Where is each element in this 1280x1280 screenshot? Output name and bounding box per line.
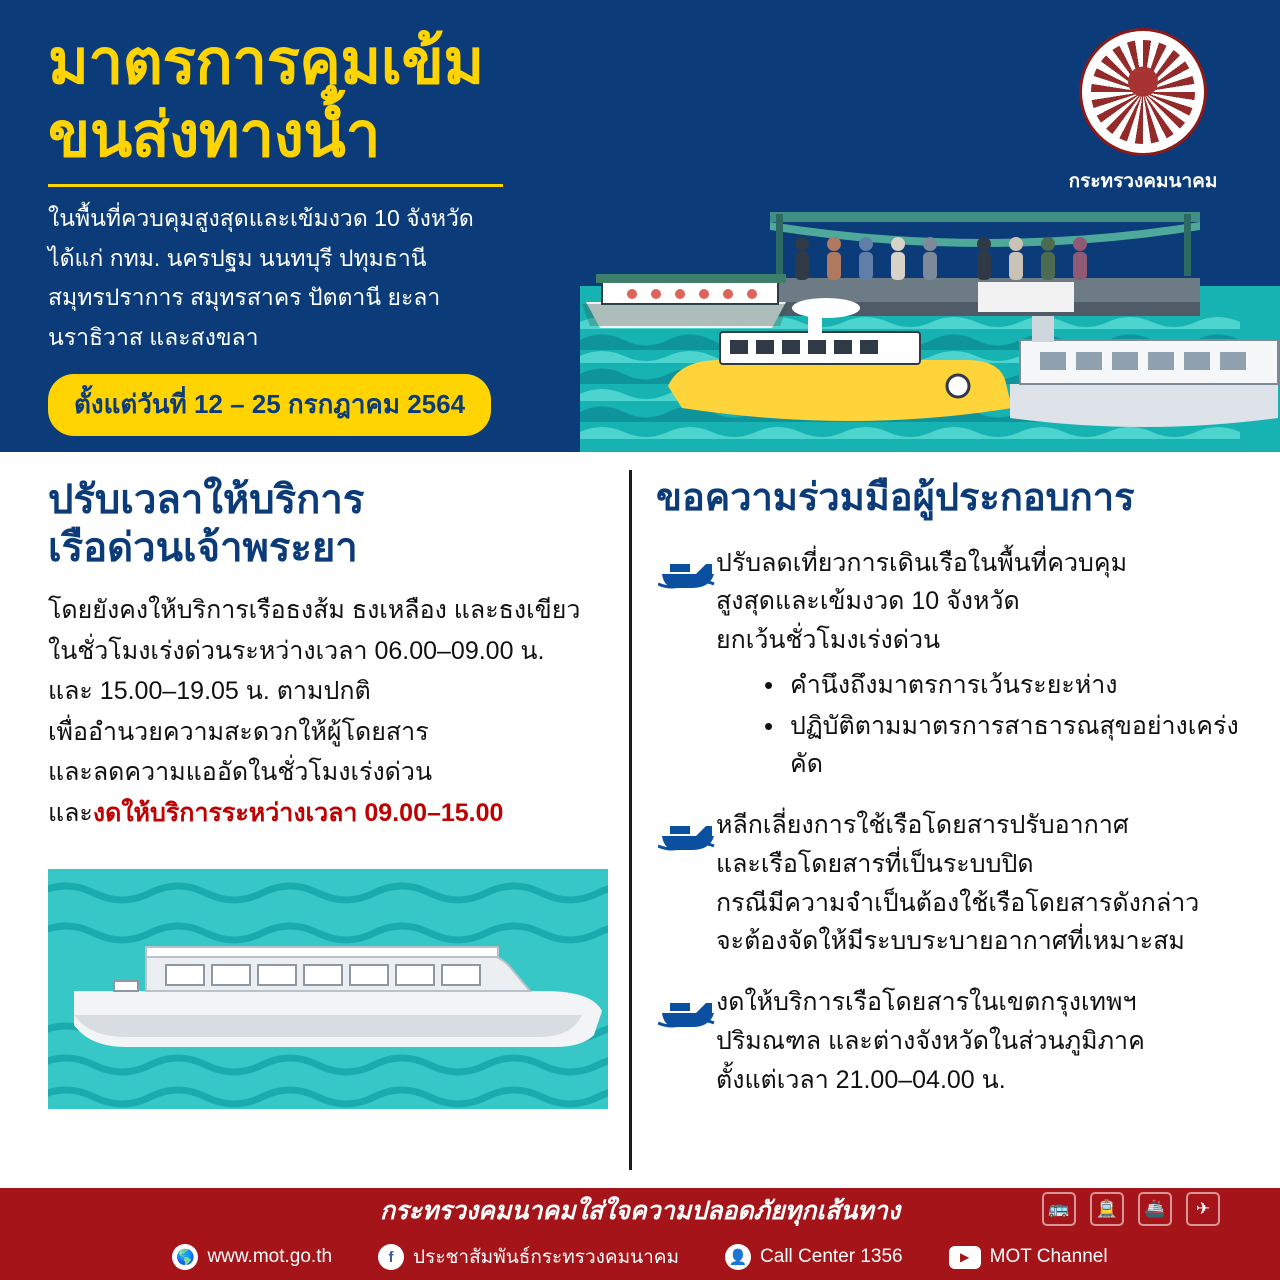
user-icon: 👤 <box>725 1244 751 1270</box>
youtube-icon: ▶ <box>949 1246 981 1269</box>
list-item-text <box>716 983 1145 1099</box>
train-icon: 🚊 <box>1090 1192 1124 1226</box>
title-divider <box>48 184 503 187</box>
list-item <box>658 544 1254 785</box>
right-column <box>658 476 1254 1099</box>
left-paragraph-line-5: และลดความแออัดในชั่วโมงเร่งด่วน <box>48 758 433 786</box>
item2-line-2: และเรือโดยสารที่เป็นระบบปิด <box>716 849 1034 878</box>
header-section <box>0 0 1280 452</box>
item3-line-2: ปริมณฑล และต่างจังหวัดในส่วนภูมิภาค <box>716 1026 1145 1055</box>
list-item-text <box>716 806 1199 961</box>
right-heading: ขอความร่วมมือผู้ประกอบการ <box>656 477 1135 519</box>
page-title-line2: ขนส่งทางน้ำ <box>48 101 381 171</box>
highlight-prefix: และ <box>48 798 93 827</box>
transport-mode-icons <box>1042 1192 1220 1226</box>
item1-line-3: ยกเว้นชั่วโมงเร่งด่วน <box>716 626 941 655</box>
boat-icon: 🚢 <box>1138 1192 1172 1226</box>
subtitle-line-2: ได้แก่ กทม. นครปฐม นนทบุรี ปทุมธานี <box>48 244 427 271</box>
call-center-label: Call Center 1356 <box>760 1246 903 1267</box>
contact-website[interactable] <box>172 1244 332 1270</box>
speedboat-icon <box>658 989 716 1029</box>
column-divider <box>629 470 632 1170</box>
list-item-text <box>716 544 1254 785</box>
item3-line-1: งดให้บริการเรือโดยสารในเขตกรุงเทพฯ <box>716 988 1137 1017</box>
item1-line-1: ปรับลดเที่ยวการเดินเรือในพื้นที่ควบคุม <box>716 548 1128 577</box>
left-paragraph-line-1: โดยยังคงให้บริการเรือธงส้ม ธงเหลือง และธงเขียว <box>48 596 581 624</box>
header-illustration <box>580 190 1280 452</box>
ministry-name: กระทรวงคมนาคม <box>1068 171 1218 192</box>
ministry-logo <box>1048 28 1238 196</box>
website-label: www.mot.go.th <box>207 1246 333 1267</box>
left-heading-line2: เรือด่วนเจ้าพระยา <box>48 526 358 570</box>
item1-bullet-list <box>762 666 1254 784</box>
speedboat-icon <box>658 550 716 590</box>
subtitle-line-4: นราธิวาส และสงขลา <box>48 323 259 350</box>
left-paragraph-line-3: และ 15.00–19.05 น. ตามปกติ <box>48 677 371 705</box>
left-heading-line1: ปรับเวลาให้บริการ <box>48 478 365 522</box>
header-text-block <box>48 26 648 436</box>
list-item <box>658 983 1254 1099</box>
item2-line-3: กรณีมีความจำเป็นต้องใช้เรือโดยสารดังกล่าว <box>716 888 1200 917</box>
left-paragraph-line-2: ในชั่วโมงเร่งด่วนระหว่างเวลา 06.00–09.00 น. <box>48 636 545 665</box>
footer-contacts <box>0 1234 1280 1280</box>
item2-line-1: หลีกเลี่ยงการใช้เรือโดยสารปรับอากาศ <box>716 811 1129 840</box>
facebook-icon: f <box>378 1244 404 1270</box>
left-highlight-line <box>48 793 628 834</box>
body-section <box>0 452 1280 1188</box>
left-paragraph-line-4: เพื่ออำนวยความสะดวกให้ผู้โดยสาร <box>48 717 429 746</box>
bus-icon: 🚌 <box>1042 1192 1076 1226</box>
page-title-line1: มาตรการคุมเข้ม <box>48 28 484 97</box>
facebook-label: ประชาสัมพันธ์กระทรวงคมนาคม <box>413 1247 680 1268</box>
item1-line-2: สูงสุดและเข้มงวด 10 จังหวัด <box>716 587 1020 616</box>
contact-youtube[interactable] <box>949 1246 1108 1269</box>
contact-call-center[interactable] <box>725 1244 903 1270</box>
item3-line-3: ตั้งแต่เวลา 21.00–04.00 น. <box>716 1065 1006 1094</box>
footer-section <box>0 1188 1280 1280</box>
left-paragraph <box>48 590 628 833</box>
item1-bullet-1: • คำนึงถึงมาตรการเว้นระยะห่าง <box>762 666 1254 705</box>
item1-bullet-2: • ปฏิบัติตามมาตรการสาธารณสุขอย่างเคร่งคัด <box>762 707 1254 785</box>
left-column <box>48 476 628 1109</box>
subtitle-line-3: สมุทรปราการ สมุทรสาคร ปัตตานี ยะลา <box>48 284 441 311</box>
highlight-text: งดให้บริการระหว่างเวลา 09.00–15.00 <box>92 798 504 827</box>
subtitle-line-1: ในพื้นที่ควบคุมสูงสุดและเข้มงวด 10 จังหวัด <box>48 205 474 232</box>
contact-facebook[interactable] <box>378 1242 679 1272</box>
item2-line-4: จะต้องจัดให้มีระบบระบายอากาศที่เหมาะสม <box>716 927 1185 956</box>
airplane-icon: ✈ <box>1186 1192 1220 1226</box>
list-item <box>658 806 1254 961</box>
date-badge: ตั้งแต่วันที่ 12 – 25 กรกฎาคม 2564 <box>48 374 491 436</box>
youtube-label: MOT Channel <box>989 1246 1108 1267</box>
ministry-seal-icon <box>1079 28 1207 156</box>
express-boat-illustration <box>48 869 608 1109</box>
globe-icon: 🌎 <box>172 1244 198 1270</box>
speedboat-icon <box>658 812 716 852</box>
footer-slogan-bar <box>0 1188 1280 1234</box>
footer-slogan: กระทรวงคมนาคมใส่ใจความปลอดภัยทุกเส้นทาง <box>379 1197 901 1225</box>
